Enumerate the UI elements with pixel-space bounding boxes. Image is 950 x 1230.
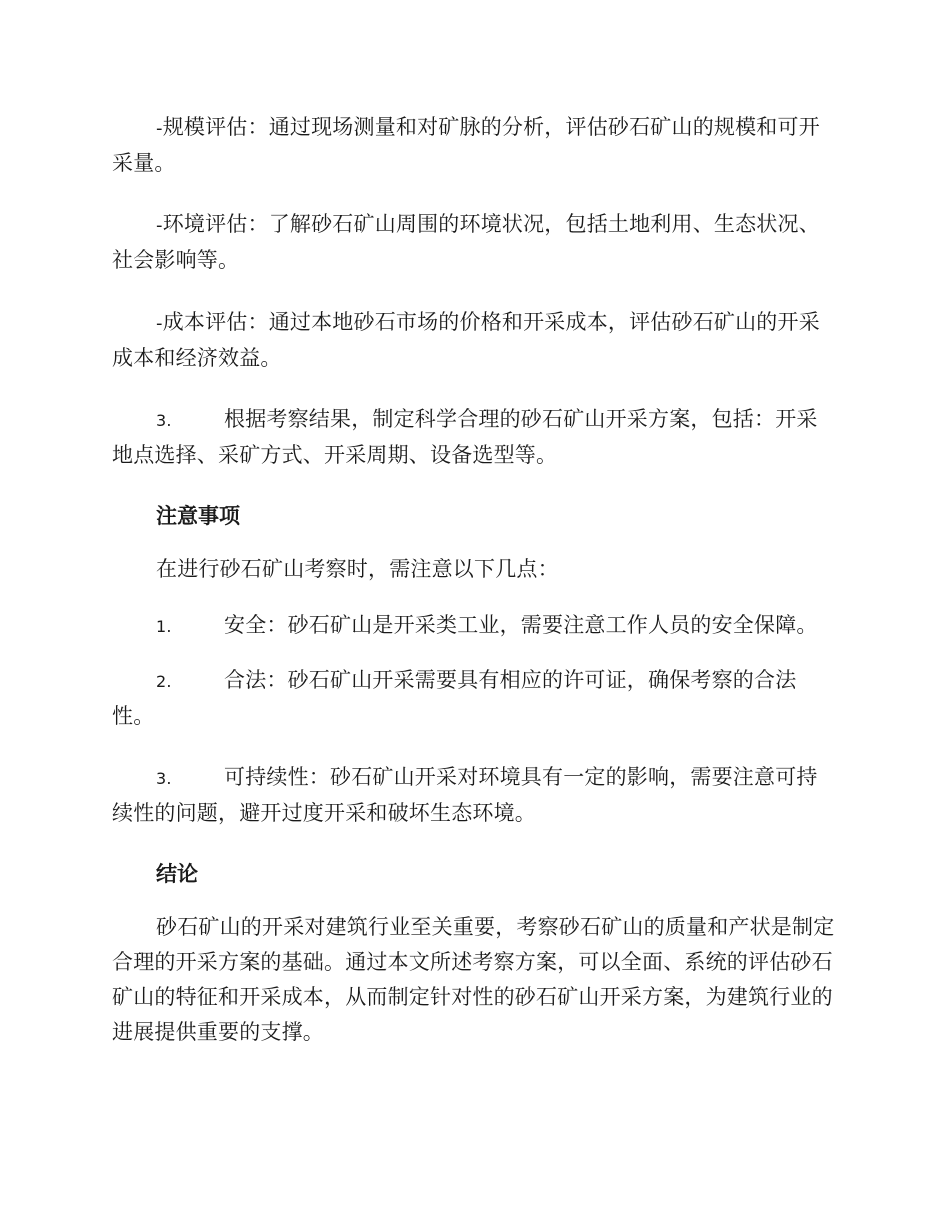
item-number: 2. xyxy=(156,672,172,691)
item-number: 1. xyxy=(156,617,172,636)
paragraph-text: 环境评估：了解砂石矿山周围的环境状况，包括土地利用、生态状况、社会影响等。 xyxy=(112,212,820,272)
dash-marker: - xyxy=(156,118,163,139)
paragraph-scale-assessment xyxy=(112,110,836,181)
conclusion-paragraph: 砂石矿山的开采对建筑行业至关重要，考察砂石矿山的质量和产状是制定合理的开采方案的基础。通过本文所述考察方案，可以全面、系统的评估砂石矿山的特征和开采成本，从而制定针对性的砂石矿山开采方案，为建筑行业的进展提供重要的支撑。 xyxy=(112,915,835,1044)
item-text: 可持续性：砂石矿山开采对环境具有一定的影响，需要注意可持续性的问题，避开过度开采和破坏生态环境。 xyxy=(112,765,818,825)
item-text: 安全：砂石矿山是开采类工业，需要注意工作人员的安全保障。 xyxy=(224,613,818,637)
notes-item-1 xyxy=(112,608,836,644)
section-heading-conclusion: 结论 xyxy=(156,862,198,886)
notes-item-2 xyxy=(112,663,836,734)
dash-marker: - xyxy=(156,215,163,236)
item-number: 3. xyxy=(156,769,172,788)
dash-marker: - xyxy=(156,313,163,334)
paragraph-text: 成本评估：通过本地砂石市场的价格和开采成本，评估砂石矿山的开采成本和经济效益。 xyxy=(112,310,820,370)
paragraph-text: 规模评估：通过现场测量和对矿脉的分析，评估砂石矿山的规模和可开采量。 xyxy=(112,115,820,175)
item-number: 3. xyxy=(156,411,172,430)
notes-item-3 xyxy=(112,760,836,831)
notes-intro: 在进行砂石矿山考察时，需注意以下几点： xyxy=(156,557,559,581)
paragraph-environment-assessment xyxy=(112,207,836,278)
paragraph-cost-assessment xyxy=(112,305,836,376)
item-text: 根据考察结果，制定科学合理的砂石矿山开采方案，包括：开采地点选择、采矿方式、开采周期、设备选型等。 xyxy=(112,407,818,467)
numbered-item-step-3 xyxy=(112,402,836,473)
section-heading-notes: 注意事项 xyxy=(156,504,240,528)
item-text: 合法：砂石矿山开采需要具有相应的许可证，确保考察的合法性。 xyxy=(112,668,797,728)
